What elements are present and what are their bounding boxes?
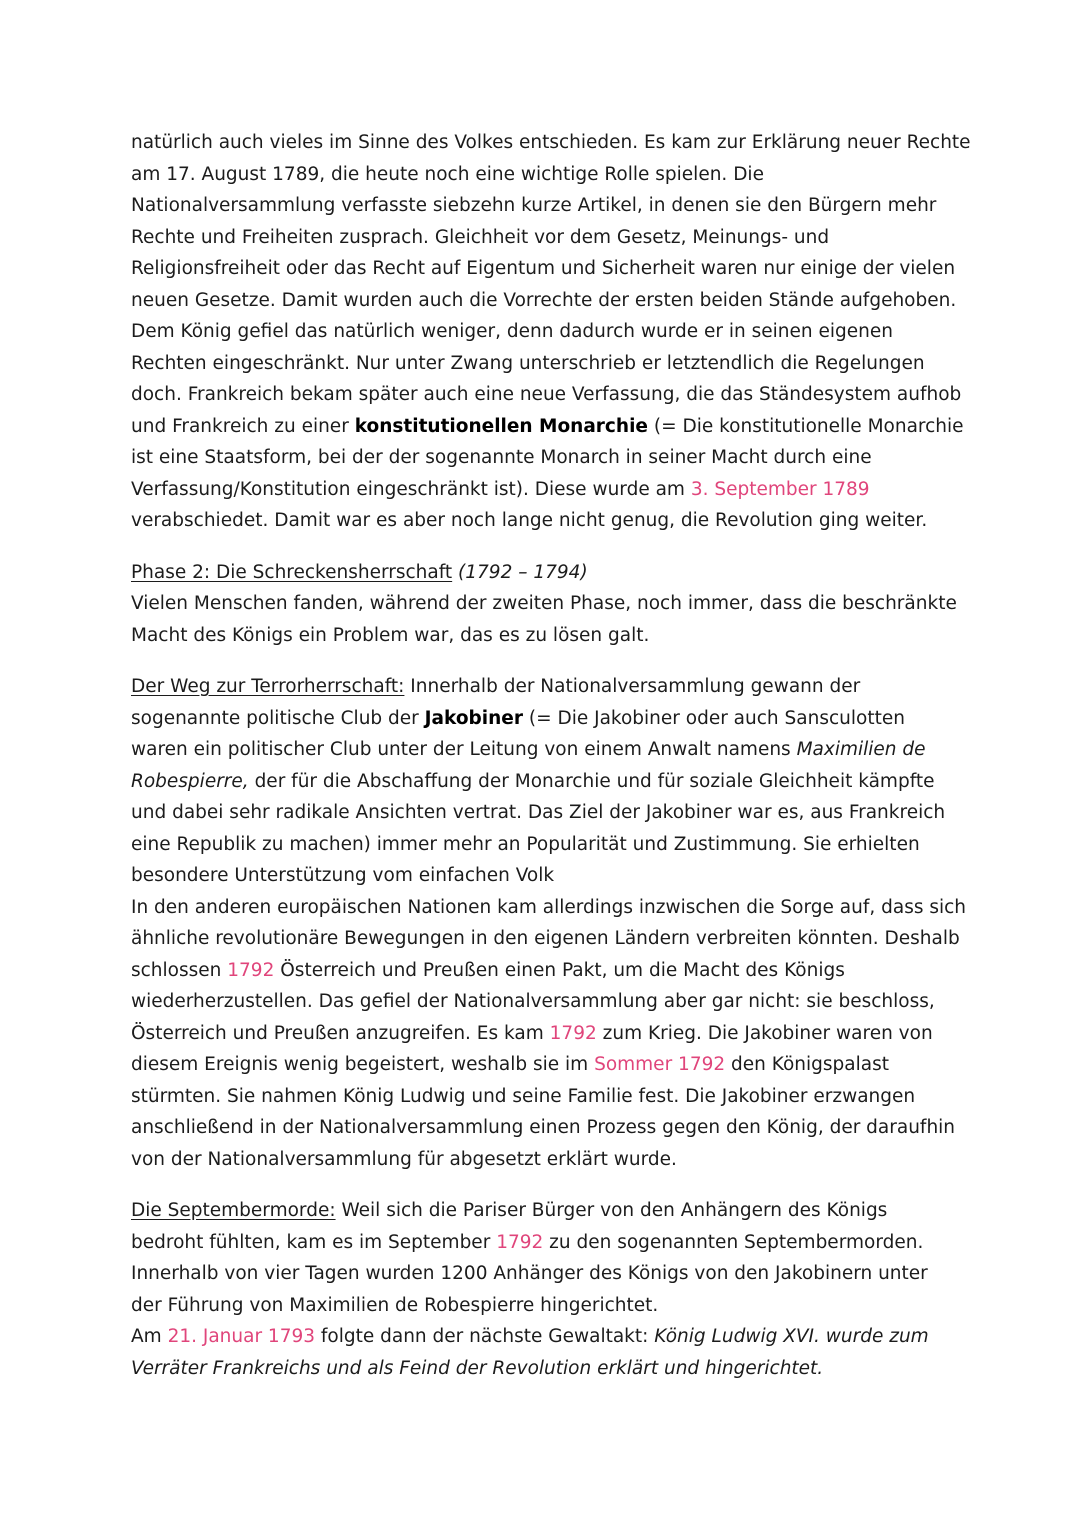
text-run: Österreich und Preußen anzugreifen. Es kam	[131, 1022, 550, 1044]
text-run: diesem Ereignis wenig begeistert, weshalb sie im	[131, 1054, 595, 1075]
text-run: (= Die Jakobiner oder auch Sansculotten	[522, 707, 905, 729]
text-line	[131, 703, 961, 735]
section-heading: Der Weg zur Terrorherrschaft:	[131, 676, 405, 697]
text-line	[131, 1018, 961, 1050]
text-line	[131, 797, 961, 829]
italic-text: König Ludwig XVI. wurde zum	[654, 1326, 929, 1347]
date-highlight: 1792	[496, 1231, 544, 1253]
text-run: schlossen	[131, 959, 228, 981]
text-run: Dem König gefiel das natürlich weniger, denn dadurch wurde er in seinen eigenen	[131, 321, 893, 342]
text-run: doch. Frankreich bekam später auch eine neue Verfassung, die das Ständesystem aufhob	[131, 384, 962, 405]
paragraph	[131, 557, 961, 652]
text-line	[131, 1112, 961, 1144]
text-run: am 17. August 1789, die heute noch eine wichtige Rolle spielen. Die	[131, 163, 764, 185]
text-run: Nationalversammlung verfasste siebzehn kurze Artikel, in denen sie den Bürgern mehr	[131, 195, 937, 216]
date-highlight: 1792	[549, 1022, 597, 1044]
text-line	[131, 557, 961, 589]
text-line	[131, 766, 961, 798]
italic-text: (1792 – 1794)	[458, 561, 588, 583]
paragraph	[131, 671, 967, 1175]
text-run: Österreich und Preußen einen Pakt, um die Macht des Königs	[274, 959, 845, 981]
text-run: Weil sich die Pariser Bürger von den Anhängern des Königs	[335, 1200, 888, 1221]
text-run: der Führung von Maximilien de Robespierre hingerichtet.	[131, 1294, 659, 1316]
text-line	[131, 474, 961, 506]
text-line	[131, 1049, 961, 1081]
text-line	[131, 1321, 961, 1353]
text-line	[131, 348, 961, 380]
text-run: Innerhalb von vier Tagen wurden 1200 Anhänger des Königs von den Jakobinern unter	[131, 1263, 928, 1284]
text-run: verabschiedet. Damit war es aber noch lange nicht genug, die Revolution ging weiter.	[131, 510, 928, 531]
text-run: den Königspalast	[725, 1054, 889, 1075]
section-heading: Die Septembermorde:	[131, 1200, 336, 1221]
text-line	[131, 442, 961, 474]
text-line	[131, 411, 964, 443]
text-line	[131, 986, 961, 1018]
text-line	[131, 1227, 961, 1259]
document-page	[131, 127, 971, 1384]
text-run: eine Republik zu machen) immer mehr an Popularität und Zustimmung. Sie erhielten	[131, 833, 920, 855]
text-run: Innerhalb der Nationalversammlung gewann der	[404, 676, 861, 697]
text-run: anschließend in der Nationalversammlung einen Prozess gegen den König, der daraufhin	[131, 1117, 956, 1138]
text-line	[131, 860, 961, 892]
text-run: von der Nationalversammlung für abgesetzt erklärt wurde.	[131, 1148, 677, 1170]
text-run: bedroht fühlten, kam es im September	[131, 1231, 497, 1253]
text-run: Rechte und Freiheiten zusprach. Gleichheit vor dem Gesetz, Meinungs- und	[131, 226, 830, 248]
text-run: ähnliche revolutionäre Bewegungen in den eigenen Ländern verbreiten könnten. Deshalb	[131, 928, 960, 949]
section-heading: Phase 2: Die Schreckensherrschaft	[131, 561, 453, 583]
text-line	[131, 1258, 961, 1290]
text-run: Macht des Königs ein Problem war, das es zu lösen galt.	[131, 624, 650, 646]
text-line	[131, 734, 961, 766]
italic-text: Verräter Frankreichs und als Feind der Revolution erklärt und hingerichtet.	[131, 1357, 824, 1379]
italic-text: Maximilien de	[796, 739, 926, 760]
paragraph	[131, 1195, 961, 1384]
text-run: folgte dann der nächste Gewaltakt:	[315, 1326, 655, 1347]
italic-text: Robespierre,	[131, 770, 249, 792]
text-line	[131, 829, 961, 861]
text-run: waren ein politischer Club unter der Leitung von einem Anwalt namens	[131, 739, 797, 760]
text-line	[131, 892, 967, 924]
text-line	[131, 1195, 961, 1227]
text-line	[131, 159, 961, 191]
text-run: stürmten. Sie nahmen König Ludwig und seine Familie fest. Die Jakobiner erzwangen	[131, 1085, 916, 1107]
text-run: Verfassung/Konstitution eingeschränkt ist). Diese wurde am	[131, 478, 691, 500]
text-line	[131, 253, 961, 285]
text-run: In den anderen europäischen Nationen kam allerdings inzwischen die Sorge auf, dass sich	[131, 896, 967, 918]
date-highlight: 1792	[227, 959, 275, 981]
text-line	[131, 285, 961, 317]
text-line	[131, 1353, 961, 1385]
date-highlight: 3. September 1789	[690, 478, 870, 500]
text-run: (= Die konstitutionelle Monarchie	[647, 415, 964, 437]
text-line	[131, 588, 961, 620]
text-run: besondere Unterstützung vom einfachen Volk	[131, 865, 555, 886]
text-line	[131, 1290, 961, 1322]
text-run: sogenannte politische Club der	[131, 707, 425, 729]
text-run: Am	[131, 1326, 168, 1347]
text-run: Vielen Menschen fanden, während der zweiten Phase, noch immer, dass die beschränkte	[131, 593, 957, 614]
text-line	[131, 190, 961, 222]
text-line	[131, 1081, 961, 1113]
text-line	[131, 222, 961, 254]
text-line	[131, 316, 961, 348]
text-run: der für die Abschaffung der Monarchie und für soziale Gleichheit kämpfte	[248, 770, 935, 792]
date-highlight: Sommer 1792	[594, 1054, 726, 1075]
text-run: ist eine Staatsform, bei der der sogenannte Monarch in seiner Macht durch eine	[131, 447, 872, 468]
text-line	[131, 955, 961, 987]
text-run: wiederherzustellen. Das gefiel der Nationalversammlung aber gar nicht: sie beschloss,	[131, 991, 935, 1012]
text-run: Religionsfreiheit oder das Recht auf Eigentum und Sicherheit waren nur einige der vielen	[131, 258, 956, 279]
text-line	[131, 127, 971, 159]
text-line	[131, 379, 961, 411]
date-highlight: 21. Januar 1793	[167, 1326, 316, 1347]
paragraph	[131, 127, 971, 537]
text-run: natürlich auch vieles im Sinne des Volkes entschieden. Es kam zur Erklärung neuer Rechte	[131, 132, 971, 153]
bold-term: Jakobiner	[424, 707, 523, 729]
text-line	[131, 1144, 961, 1176]
text-run: und dabei sehr radikale Ansichten vertrat. Das Ziel der Jakobiner war es, aus Frankreich	[131, 802, 946, 823]
bold-term: konstitutionellen Monarchie	[354, 415, 648, 437]
text-line	[131, 923, 961, 955]
text-line	[131, 505, 961, 537]
text-run: zu den sogenannten Septembermorden.	[543, 1231, 924, 1253]
text-run: neuen Gesetze. Damit wurden auch die Vorrechte der ersten beiden Stände aufgehoben.	[131, 289, 957, 311]
text-run: Rechten eingeschränkt. Nur unter Zwang unterschrieb er letztendlich die Regelungen	[131, 352, 925, 374]
text-run: zum Krieg. Die Jakobiner waren von	[596, 1022, 933, 1044]
text-line	[131, 620, 961, 652]
text-run: und Frankreich zu einer	[131, 415, 355, 437]
text-line	[131, 671, 961, 703]
